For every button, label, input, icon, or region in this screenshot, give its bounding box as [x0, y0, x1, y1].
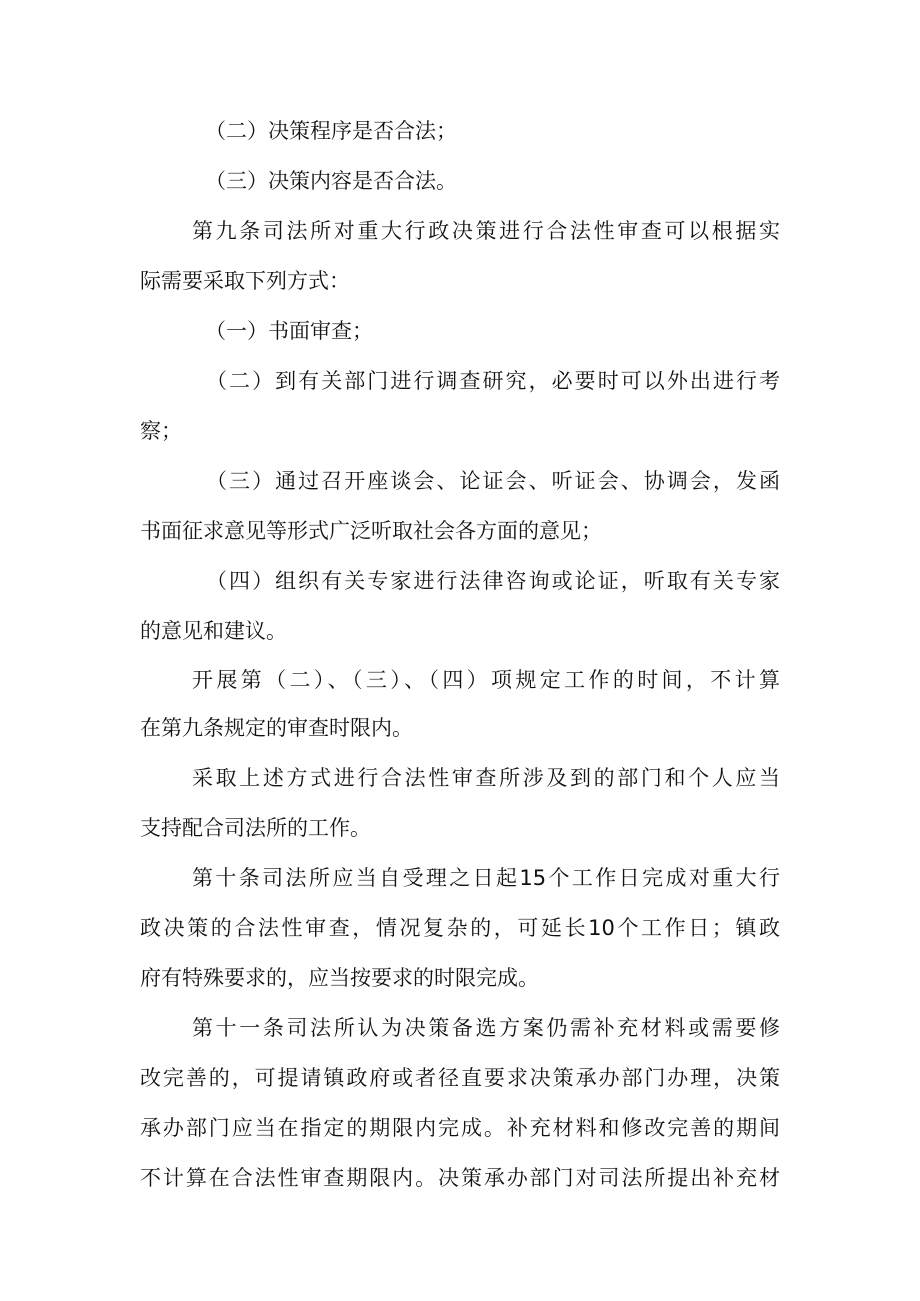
text-line: 开展第（二）、（三）、（四）项规定工作的时间，不计算 — [192, 668, 780, 692]
text-line: 第九条司法所对重大行政决策进行合法性审查可以根据实 — [192, 219, 780, 243]
text-line: 承办部门应当在指定的期限内完成。补充材料和修改完善的期间 — [140, 1116, 780, 1140]
text-line: 政决策的合法性审查，情况复杂的，可延长10个工作日；镇政 — [140, 916, 780, 940]
text-line: 改完善的，可提请镇政府或者径直要求决策承办部门办理，决策 — [140, 1066, 780, 1090]
text-line: 的意见和建议。 — [140, 619, 287, 643]
text-line: （二）到有关部门进行调查研究，必要时可以外出进行考 — [206, 369, 780, 393]
text-line: 支持配合司法所的工作。 — [140, 816, 371, 840]
text-line: 采取上述方式进行合法性审查所涉及到的部门和个人应当 — [192, 766, 780, 790]
text-line: 际需要采取下列方式： — [140, 269, 350, 293]
text-line: （二）决策程序是否合法； — [205, 119, 457, 143]
text-line: 在第九条规定的审查时限内。 — [140, 716, 413, 740]
text-line: 察； — [140, 419, 182, 443]
text-line: （四）组织有关专家进行法律咨询或论证，听取有关专家 — [206, 569, 780, 593]
text-line: （一）书面审查； — [205, 319, 373, 343]
text-line: 第十条司法所应当自受理之日起15个工作日完成对重大行 — [192, 866, 780, 890]
text-line: 书面征求意见等形式广泛听取社会各方面的意见； — [140, 519, 602, 543]
text-line: 不计算在合法性审查期限内。决策承办部门对司法所提出补充材 — [140, 1166, 780, 1190]
text-line: （三）决策内容是否合法。 — [205, 169, 457, 193]
text-line: （三）通过召开座谈会、论证会、听证会、协调会，发函 — [206, 469, 780, 493]
text-line: 府有特殊要求的，应当按要求的时限完成。 — [140, 966, 539, 990]
text-line: 第十一条司法所认为决策备选方案仍需补充材料或需要修 — [192, 1016, 780, 1040]
